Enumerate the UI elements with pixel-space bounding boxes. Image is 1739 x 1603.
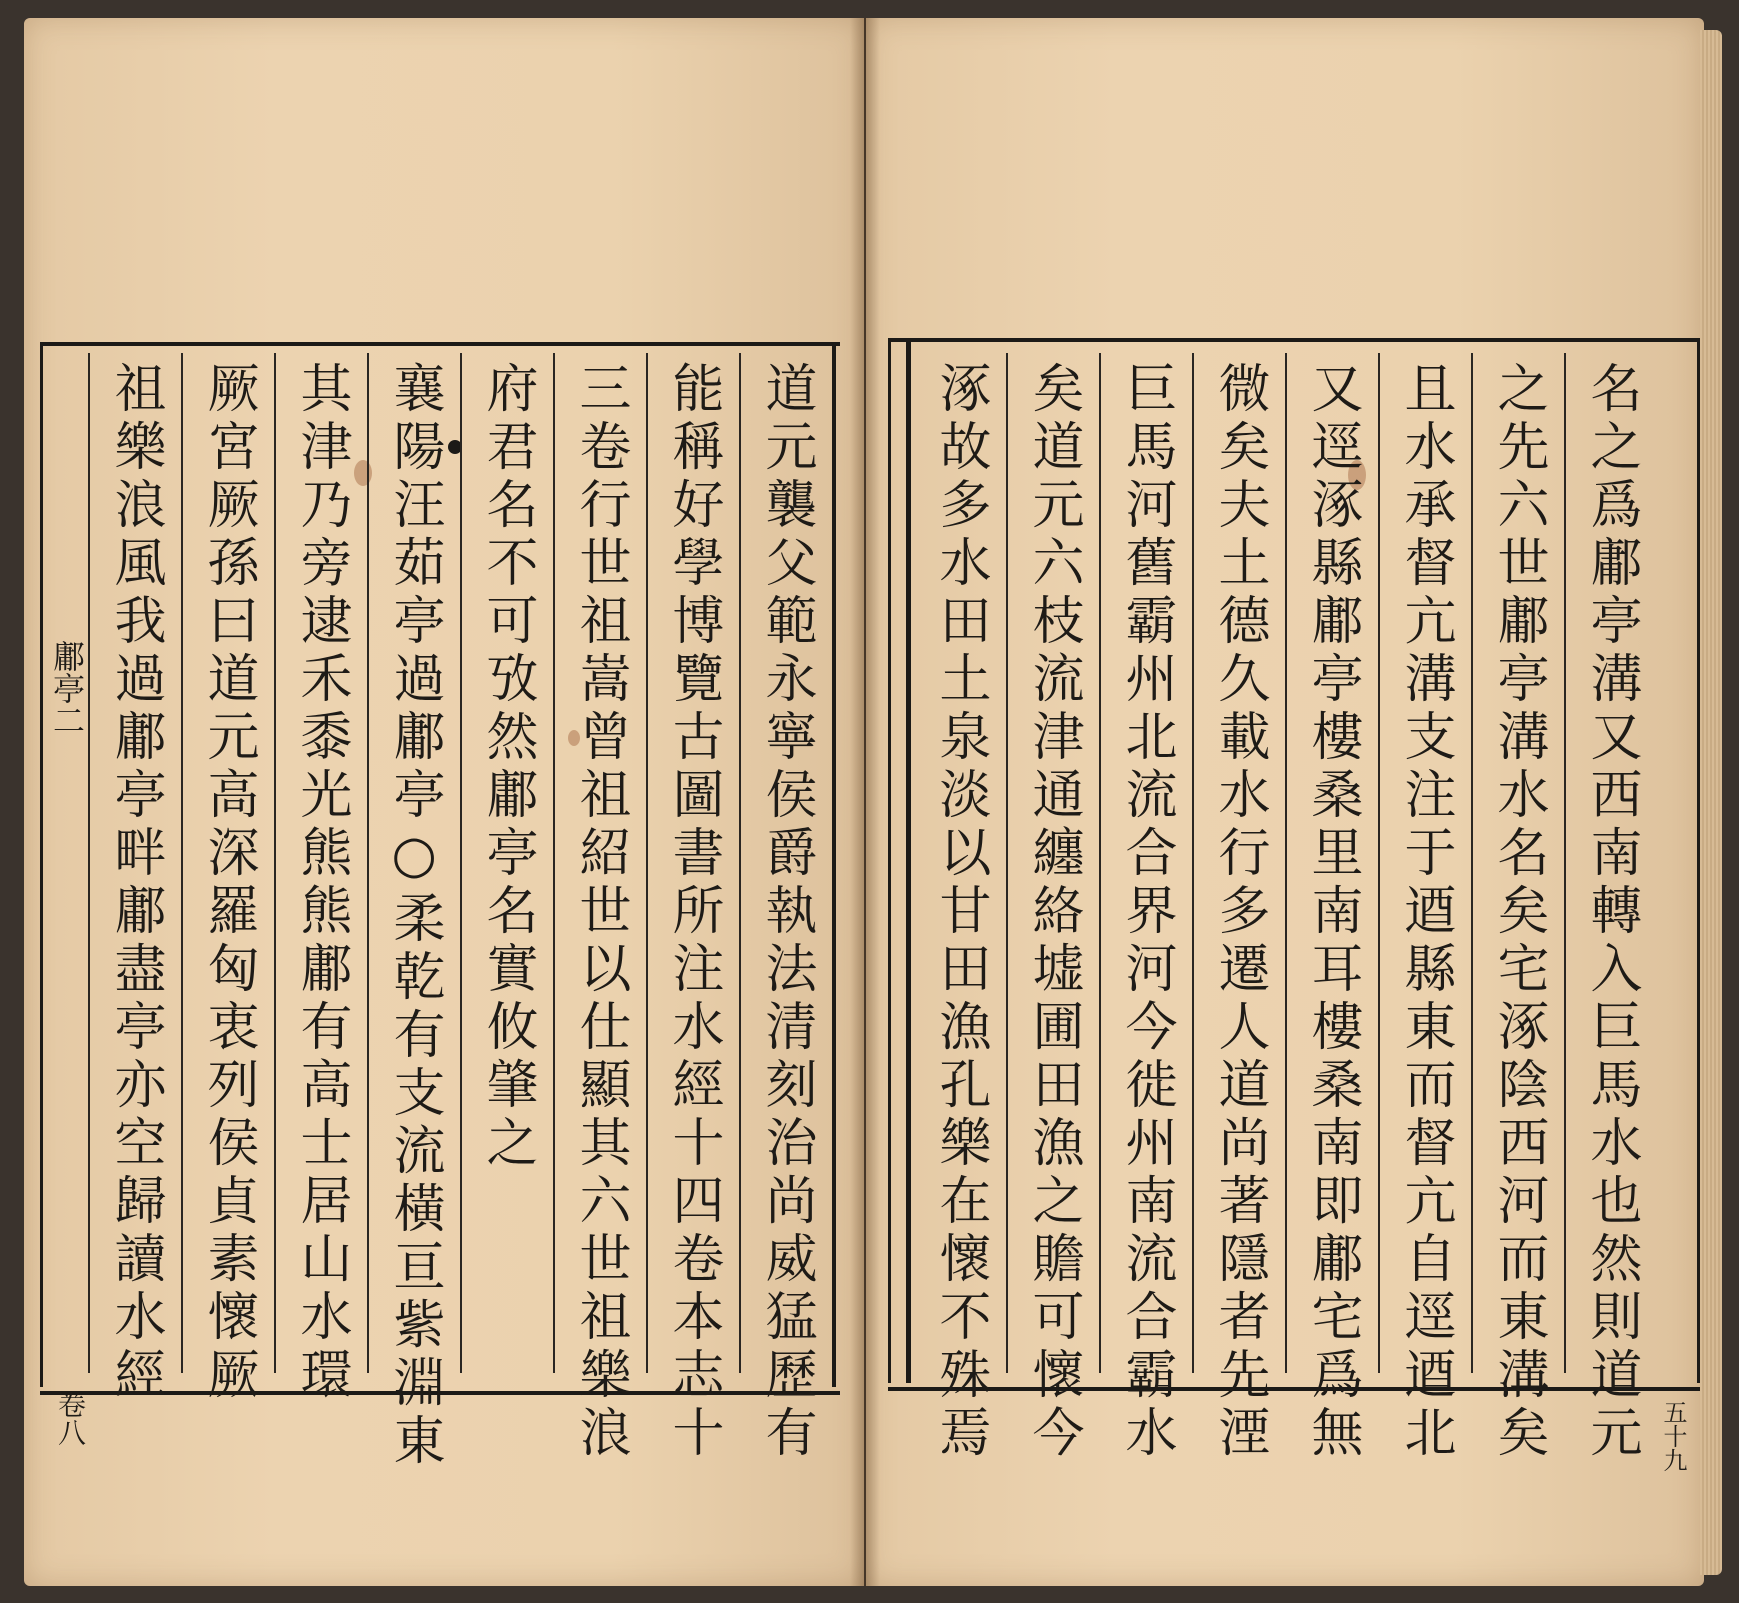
book-gutter	[850, 18, 880, 1586]
page-edges	[1700, 30, 1722, 1575]
left-frame-inner-line	[832, 346, 836, 1387]
left-frame-outer-line	[40, 346, 43, 1387]
text-column: 且水承督亢溝支注于逎縣東而督亢自逕逎北	[1378, 353, 1471, 1373]
text-column: 涿故多水田土泉淡以甘田漁孔樂在懷不殊焉	[930, 361, 990, 1463]
right-frame-inner-line	[888, 342, 891, 1383]
text-column: 三卷行世祖嵩曾祖紹世以仕顯其六世祖樂浪	[553, 353, 646, 1373]
text-column: 名之爲鄘亭溝又西南轉入巨馬水也然則道元	[1564, 353, 1657, 1373]
text-column: 巨馬河舊霸州北流合界河今徙州南流合霸水	[1099, 353, 1192, 1373]
text-column: 道元襲父範永寧侯爵執法清刻治尚威猛歷有	[739, 353, 832, 1373]
text-column: 厥宮厥孫曰道元高深羅匈衷列侯貞素懷厥	[181, 353, 274, 1373]
text-column: 祖樂浪風我過鄘亭畔鄘盡亭亦空歸讀水經	[88, 353, 181, 1373]
text-column: 微矣夫土德久載水行多遷人道尚著隱者先湮	[1192, 353, 1285, 1373]
left-margin-title: 鄘亭二	[48, 640, 86, 736]
right-frame-thick-line	[906, 342, 911, 1383]
text-column: 之先六世鄘亭溝水名矣宅涿陰西河而東溝矣	[1471, 353, 1564, 1373]
text-column: 其津乃旁逮禾黍光熊熊鄘有高士居山水環	[274, 353, 367, 1373]
text-column: 又逕涿縣鄘亭樓桑里南耳樓桑南即鄘宅爲無	[1285, 353, 1378, 1373]
text-column: 襄陽汪茹亭過鄘亭○柔乾有支流橫亘紫淵東	[367, 353, 460, 1373]
left-margin-volume: 卷八	[54, 1390, 87, 1446]
text-column: 矣道元六枝流津通纏絡墟圃田漁之贍可懷今	[1006, 353, 1099, 1373]
right-frame-outer-line	[1697, 342, 1700, 1383]
right-text-columns	[913, 353, 1657, 1463]
text-column: 府君名不可攷然鄘亭名實攸肇之	[460, 353, 553, 1373]
left-text-columns	[86, 353, 832, 1471]
right-margin-page-number: 五十九	[1659, 1400, 1687, 1472]
text-column: 能稱好學博覽古圖書所注水經十四卷本志十	[646, 353, 739, 1373]
